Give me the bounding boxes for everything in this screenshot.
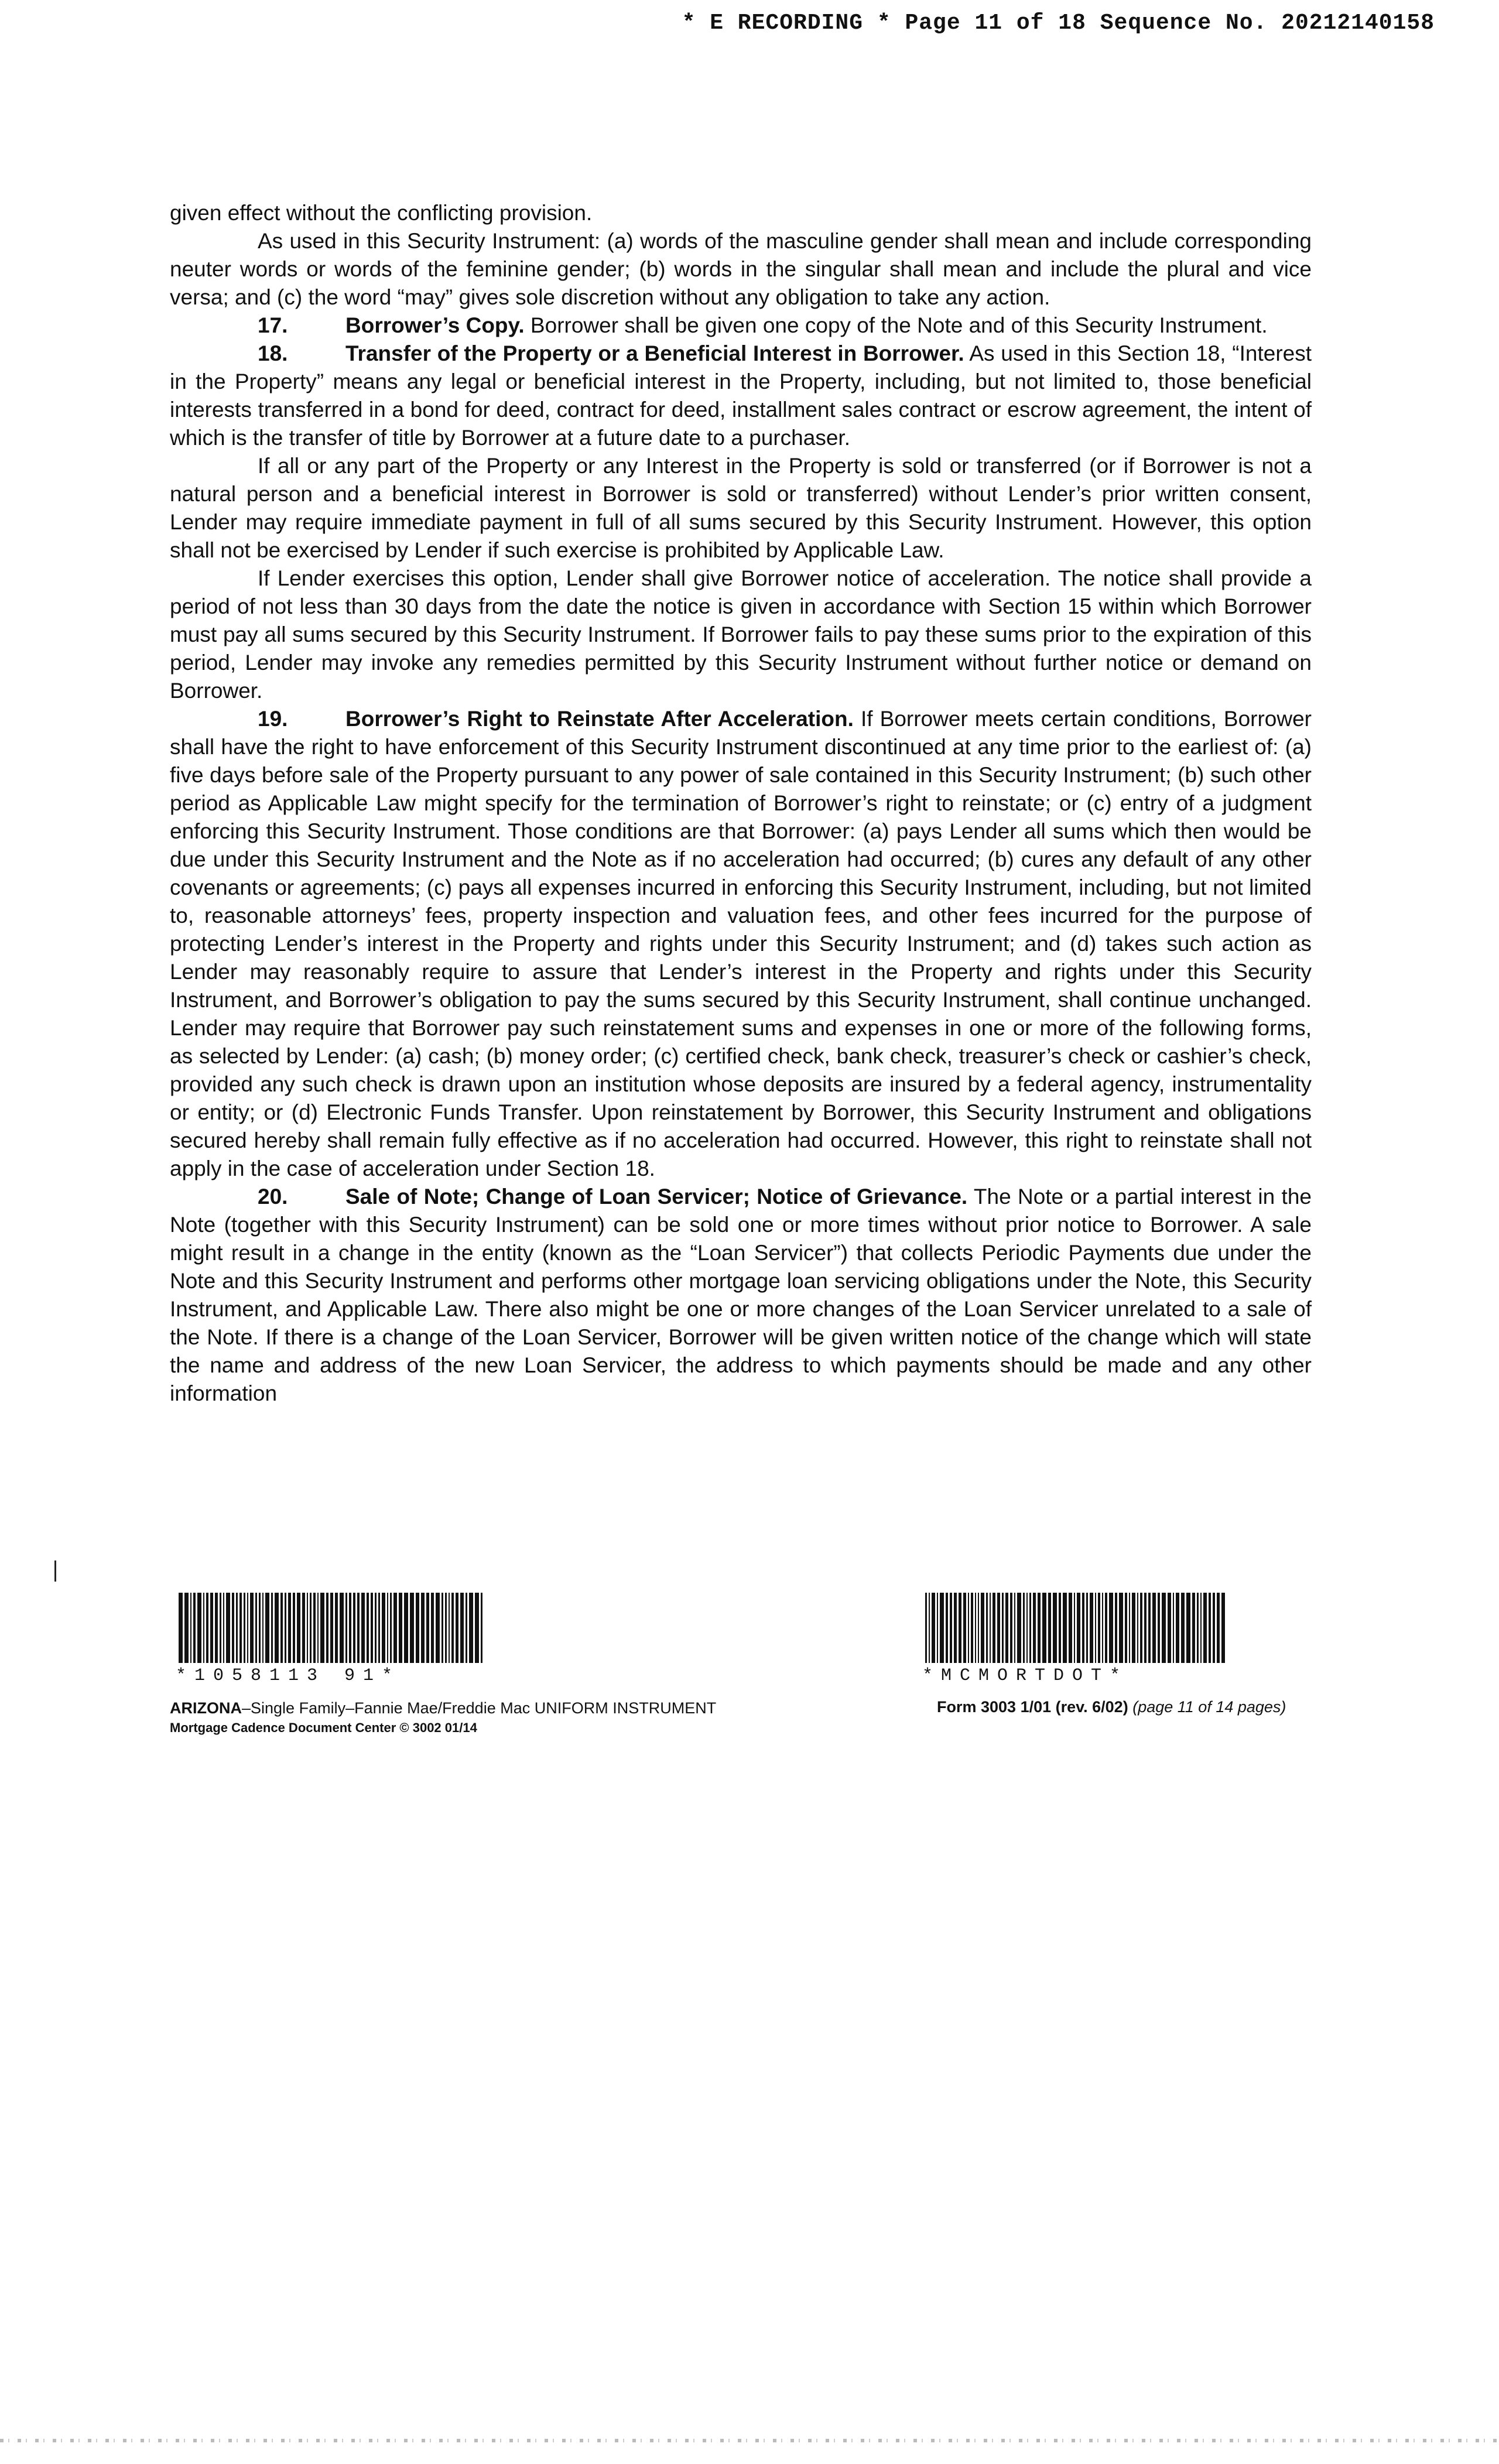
barcode-bar [968,1593,969,1663]
barcode-bar [1026,1593,1028,1663]
barcode-bar [320,1593,324,1663]
barcode-bar [361,1593,365,1663]
barcode-bar [950,1593,952,1663]
footer-document-center: Mortgage Cadence Document Center © 3002 01/14 [170,1720,477,1735]
section-17 [170,312,1312,340]
barcode-bar [975,1593,976,1663]
barcode-bar [1042,1593,1046,1663]
barcode-bar [247,1593,248,1663]
barcode-bar [236,1593,238,1663]
section-text: If Borrower meets certain conditions, Borrower shall have the right to have enforcement of this Security Instrument discontinued at any time prior to the earliest of: (a) five days before sale of the Property pursuant to any power of sale contained in this Security Instrument; (b) such other period as Applicable Law might specify for the termination of Borrower’s right to reinstate; or (c) entry of a judgment enforcing this Security Instrument. Those conditions are that Borrower: (a) pays Lender all sums which then would be due under this Security Instrument and the Note as if no acceleration had occurred; (b) cures any default of any other covenants or agreements; (c) pays all expenses incurred in enforcing this Security Instrument, including, but not limited to, reasonable attorneys’ fees, property inspection and valuation fees, and other fees incurred for the purpose of protecting Lender’s interest in the Property and rights under this Security Instrument; and (d) takes such action as Lender may reasonably require to assure that Lender’s interest in the Property and rights under this Security Instrument, and Borrower’s obligation to pay the sums secured by this Security Instrument, shall continue unchanged. Lender may require that Borrower pay such reinstatement sums and expenses in one or more of the following forms, as selected by Lender: (a) cash; (b) money order; (c) certified check, bank check, treasurer’s check or cashier’s check, provided any such check is drawn upon an institution whose deposits are insured by a federal agency, instrumentality or entity; or (d) Electronic Funds Transfer. Upon reinstatement by Borrower, this Security Instrument and obligations secured hereby shall remain fully effective as if no acceleration had occurred. However, this right to reinstate shall not apply in the case of acceleration under Section 18. [170,707,1312,1180]
barcode-bar [1074,1593,1075,1663]
barcode-bar [190,1593,191,1663]
barcode-bar [1200,1593,1202,1663]
barcode-bar [1002,1593,1004,1663]
barcode-bar [1173,1593,1174,1663]
barcode-bar [1148,1593,1151,1663]
barcode-bar [971,1593,973,1663]
barcode-bar [197,1593,201,1663]
barcode-bar [1105,1593,1107,1663]
margin-mark [54,1560,56,1582]
barcode-bar [1125,1593,1127,1663]
barcode-bar [302,1593,305,1663]
barcode-bar [1102,1593,1103,1663]
barcode-bar [997,1593,1000,1663]
barcode-bar [399,1593,402,1663]
barcode-bar [451,1593,454,1663]
barcode-bar [1010,1593,1012,1663]
section-text: As used in this Section 18, “Interest in the Property” means any legal or beneficial interest in the Property, including, but not limited to, those beneficial interests transferred in a bond for deed, contract for deed, installment sales contract or escrow agreement, the intent of which is the transfer of title by Borrower at a future date to a purchaser. [170,341,1312,450]
barcode-bar [993,1593,995,1663]
barcode-bar [390,1593,392,1663]
footer-instrument-line [170,1698,716,1718]
barcode-bar [1168,1593,1171,1663]
barcode-bar [1086,1593,1088,1663]
barcode-bar [1014,1593,1015,1663]
barcode-bar [1095,1593,1096,1663]
barcode-bar [1158,1593,1160,1663]
barcode-bar [978,1593,979,1663]
section-number: 18. [258,341,288,365]
barcode-bar [223,1593,224,1663]
barcode-bar [310,1593,312,1663]
barcode-bar [421,1593,425,1663]
barcode-document-code-text: *MCMORTDOT* [922,1666,1129,1686]
barcode-bar [220,1593,221,1663]
barcode-bar [954,1593,957,1663]
barcode-bar [313,1593,316,1663]
barcode-bar [293,1593,295,1663]
barcode-bar [990,1593,991,1663]
barcode-bar [387,1593,388,1663]
section-20 [170,1183,1312,1408]
barcode-bar [239,1593,242,1663]
barcode-bar [460,1593,464,1663]
section-18 [170,340,1312,452]
section-number: 19. [258,707,288,731]
paragraph: If all or any part of the Property or any Interest in the Property is sold or transferred (or if Borrower is not a natural person and a beneficial interest in Borrower is sold or transferred) without Lender’s prior written consent, Lender may require immediate payment in full of all sums secured by this Security Instrument. However, this option shall not be exercised by Lender if such exercise is prohibited by Applicable Law. [170,454,1312,562]
barcode-bar [210,1593,213,1663]
section-19 [170,705,1312,1183]
section-number: 20. [258,1185,288,1209]
barcode-bar [288,1593,291,1663]
barcode-bar [1017,1593,1021,1663]
barcode-bar [1137,1593,1138,1663]
barcode-bar [981,1593,984,1663]
section-number: 17. [258,313,288,337]
barcode-bar [1186,1593,1190,1663]
barcode-bar [371,1593,373,1663]
barcode-bar [179,1593,183,1663]
section-title: Borrower’s Right to Reinstate After Acceleration. [345,707,854,731]
barcode-bar [442,1593,443,1663]
paragraph: As used in this Security Instrument: (a) words of the masculine gender shall mean and include corresponding neuter words or words of the feminine gender; (b) words in the singular shall mean and include the plural and vice versa; and (c) the word “may” gives sole discretion without any obligation to take any action. [170,229,1312,309]
barcode-bar [932,1593,935,1663]
barcode-bar [259,1593,261,1663]
barcode-bar [1221,1593,1225,1663]
barcode-bar [1119,1593,1123,1663]
barcode-bar [280,1593,283,1663]
barcode-bar [184,1593,189,1663]
barcode-bar [1217,1593,1220,1663]
barcode-bar [203,1593,204,1663]
barcode-bar [925,1593,927,1663]
barcode-bar [393,1593,397,1663]
footer-form-number: Form 3003 1/01 (rev. 6/02) [937,1698,1128,1716]
barcode-bar [1077,1593,1080,1663]
barcode-bar [275,1593,279,1663]
barcode-bar [1162,1593,1166,1663]
section-text: The Note or a partial interest in the Note (together with this Security Instrument) can be sold one or more times without prior notice to Borrower. A sale might result in a change in the entity (known as the “Loan Servicer”) that collects Periodic Payments due under the Note and this Security Instrument and performs other mortgage loan servicing obligations under the Note, this Security Instrument, and Applicable Law. There also might be one or more changes of the Loan Servicer unrelated to a sale of the Note. If there is a change of the Loan Servicer, Borrower will be given written notice of the change which will state the name and address of the new Loan Servicer, the address to which payments should be made and any other information [170,1185,1312,1405]
barcode-bar [375,1593,377,1663]
barcode-bar [475,1593,479,1663]
barcode-bar [193,1593,196,1663]
footer-page-indicator: (page 11 of 14 pages) [1132,1698,1286,1716]
barcode-bar [456,1593,458,1663]
barcode-bar [265,1593,269,1663]
barcode-bar [378,1593,380,1663]
barcode-bar [940,1593,944,1663]
barcode-bar [1048,1593,1051,1663]
barcode-bar [1029,1593,1031,1663]
footer-state: ARIZONA [170,1699,242,1717]
barcode-bar [226,1593,230,1663]
barcode-bar [481,1593,482,1663]
barcode-bar [1090,1593,1093,1663]
barcode-bar [271,1593,273,1663]
barcode-bar [1129,1593,1130,1663]
barcode-bar [326,1593,328,1663]
barcode-bar [1213,1593,1215,1663]
section-title: Sale of Note; Change of Loan Servicer; Notice of Grievance. [345,1185,968,1209]
barcode-bar [1140,1593,1142,1663]
barcode-bar [963,1593,966,1663]
barcode-loan-number-text: *1058113 91* [176,1666,401,1686]
barcode-bar [1115,1593,1117,1663]
barcode-bar [285,1593,286,1663]
barcode-bar [449,1593,450,1663]
barcode-bar [404,1593,408,1663]
document-body [170,199,1312,1408]
barcode-bar [1152,1593,1156,1663]
barcode-bar [250,1593,254,1663]
barcode-bar [469,1593,473,1663]
barcode-bar [1144,1593,1147,1663]
section-title: Borrower’s Copy. [345,313,525,337]
barcode-bar [215,1593,218,1663]
barcode-bar [1005,1593,1008,1663]
barcode-bar [959,1593,961,1663]
section-text: Borrower shall be given one copy of the Note and of this Security Instrument. [524,313,1268,337]
barcode-bar [1181,1593,1185,1663]
barcode-bar [1063,1593,1067,1663]
barcode-bar [1023,1593,1025,1663]
barcode-bar [1038,1593,1041,1663]
barcode-bar [1098,1593,1100,1663]
barcode-bar [946,1593,948,1663]
barcode-bar [416,1593,419,1663]
footer-left [170,1698,716,1738]
barcode-bar [426,1593,429,1663]
footer-instrument-title: –Single Family–Fannie Mae/Freddie Mac UNIFORM INSTRUMENT [242,1699,717,1717]
barcode-bar [937,1593,938,1663]
barcode-bar [1209,1593,1211,1663]
barcode-bar [353,1593,355,1663]
barcode-bar [1176,1593,1179,1663]
barcode-bar [445,1593,447,1663]
barcode-bar [349,1593,351,1663]
barcode-bar [330,1593,333,1663]
barcode-bar [335,1593,338,1663]
barcode-bar [317,1593,319,1663]
barcode-bar [986,1593,988,1663]
barcode-loan-number [179,1593,542,1663]
scan-edge-artifact [0,2439,1499,2442]
barcode-bar [1082,1593,1084,1663]
barcode-bar [340,1593,344,1663]
barcode-bar [1203,1593,1207,1663]
barcode-bar [1132,1593,1135,1663]
barcode-bar [357,1593,360,1663]
barcode-bar [1109,1593,1113,1663]
barcode-bar [929,1593,930,1663]
barcode-bar [1197,1593,1199,1663]
recording-header: * E RECORDING * Page 11 of 18 Sequence No. 20212140158 [682,11,1435,36]
barcode-bar [1192,1593,1195,1663]
barcode-bar [1053,1593,1057,1663]
barcode-bar [436,1593,440,1663]
barcode-bar [307,1593,308,1663]
section-title: Transfer of the Property or a Beneficial Interest in Borrower. [345,341,964,365]
barcode-document-code [925,1593,1288,1663]
barcode-bar [382,1593,385,1663]
paragraph: given effect without the conflicting provision. [170,201,593,225]
barcode-bar [206,1593,208,1663]
barcode-bar [1033,1593,1036,1663]
paragraph: If Lender exercises this option, Lender shall give Borrower notice of acceleration. The notice shall provide a period of not less than 30 days from the date the notice is given in accordance with Section 15 within which Borrower must pay all sums secured by this Security Instrument. If Borrower fails to pay these sums prior to the expiration of this period, Lender may invoke any remedies permitted by this Security Instrument without further notice or demand on Borrower. [170,566,1312,703]
barcode-bar [262,1593,263,1663]
barcode-bar [410,1593,414,1663]
barcode-bar [1069,1593,1072,1663]
footer-right [937,1698,1286,1716]
barcode-bar [345,1593,347,1663]
barcode-bar [297,1593,300,1663]
barcode-bar [255,1593,257,1663]
barcode-bar [431,1593,434,1663]
barcode-bar [244,1593,245,1663]
barcode-bar [232,1593,234,1663]
barcode-bar [466,1593,467,1663]
barcode-bar [1059,1593,1061,1663]
barcode-bar [367,1593,369,1663]
